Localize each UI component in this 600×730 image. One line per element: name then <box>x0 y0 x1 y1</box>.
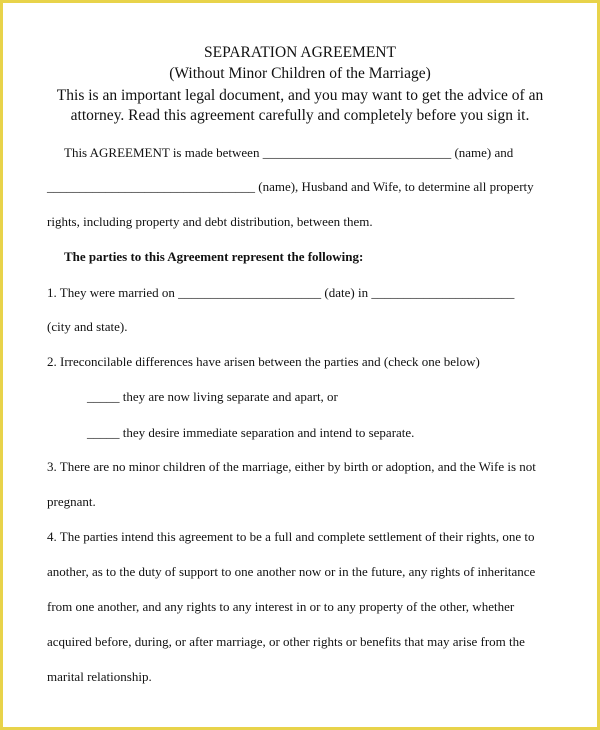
item-4-line-5: marital relationship. <box>47 669 152 684</box>
item-4-line-4: acquired before, during, or after marriage, or other rights or benefits that may arise from the <box>47 634 525 649</box>
item-4-line-2: another, as to the duty of support to one another now or in the future, any rights of inheritance <box>47 564 536 579</box>
intro-line-2: ________________________________ (name), Husband and Wife, to determine all property <box>47 179 534 194</box>
item-4-line-1: 4. The parties intend this agreement to be a full and complete settlement of their rights, one to <box>47 529 535 544</box>
intro-line-3: rights, including property and debt distribution, between them. <box>47 214 373 229</box>
item-3-line-1: 3. There are no minor children of the marriage, either by birth or adoption, and the Wife is not <box>47 459 536 474</box>
parties-heading: The parties to this Agreement represent the following: <box>64 249 364 264</box>
document-title: SEPARATION AGREEMENT <box>204 44 396 61</box>
item-3-line-2: pregnant. <box>47 494 96 509</box>
legal-notice-line-2: attorney. Read this agreement carefully and completely before you sign it. <box>70 107 530 124</box>
item-2-option-1: _____ they are now living separate and apart, or <box>87 389 338 404</box>
item-4-line-3: from one another, and any rights to any interest in or to any property of the other, whether <box>47 599 515 614</box>
item-1-line-1: 1. They were married on ______________________ (date) in ______________________ <box>47 285 515 300</box>
item-1-line-2: (city and state). <box>47 319 128 334</box>
item-2-option-2: _____ they desire immediate separation and intend to separate. <box>87 425 415 440</box>
item-2-line-1: 2. Irreconcilable differences have arisen between the parties and (check one below) <box>47 354 480 369</box>
intro-line-1: This AGREEMENT is made between _____________________________ (name) and <box>64 145 514 160</box>
document-subtitle: (Without Minor Children of the Marriage) <box>169 65 431 82</box>
legal-notice-line-1: This is an important legal document, and you may want to get the advice of an <box>56 87 544 104</box>
